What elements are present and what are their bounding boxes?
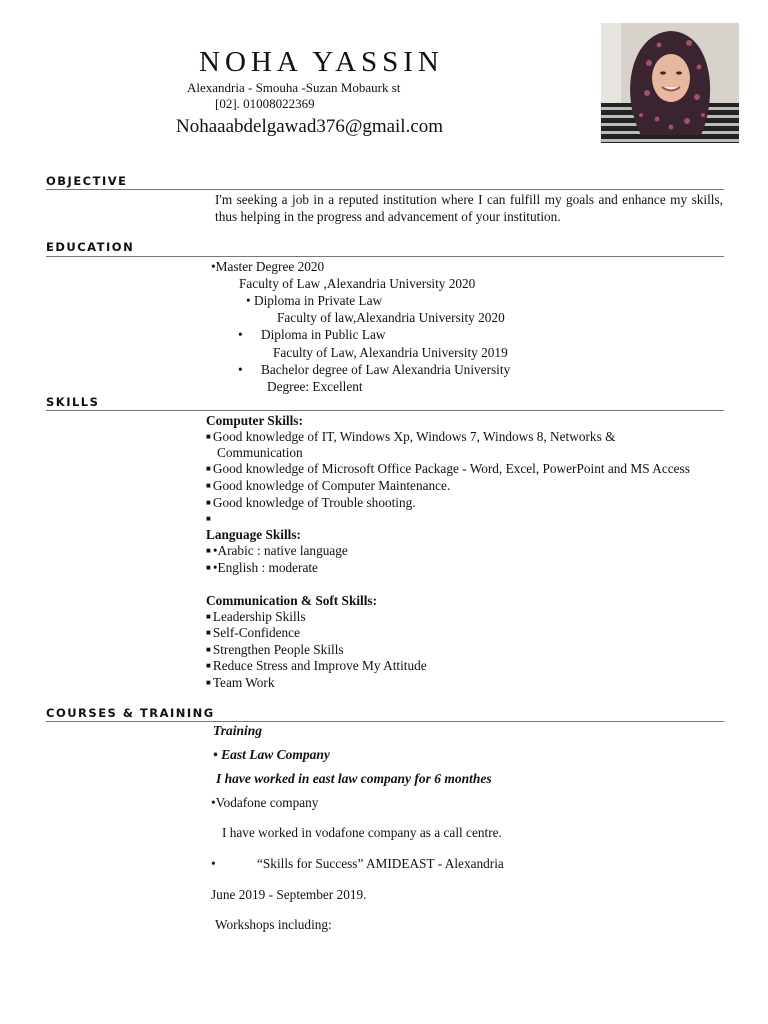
skills-for-success-course: “Skills for Success” AMIDEAST - Alexandria — [257, 856, 504, 871]
courses-heading: COURSES & TRAINING — [46, 706, 215, 720]
education-heading: EDUCATION — [46, 240, 135, 254]
list-item: ■ Reduce Stress and Improve My Attitude — [206, 658, 427, 673]
profile-photo — [601, 23, 739, 143]
education-line: Faculty of Law ,Alexandria University 2020 — [239, 276, 476, 291]
list-item: ■ Strengthen People Skills — [206, 642, 344, 657]
objective-heading: OBJECTIVE — [46, 174, 128, 188]
east-law-company: • East Law Company — [213, 747, 330, 762]
education-line: Faculty of Law, Alexandria University 2019 — [273, 345, 508, 360]
education-line: • Diploma in Private Law — [246, 293, 383, 308]
courses-divider — [46, 721, 724, 722]
course-dates: June 2019 - September 2019. — [211, 887, 367, 902]
education-divider — [46, 256, 724, 257]
education-line: Degree: Excellent — [267, 379, 363, 394]
list-item: ■ Good knowledge of Trouble shooting. — [206, 495, 416, 510]
list-item: ■ Good knowledge of Computer Maintenance. — [206, 478, 451, 493]
skills-heading: SKILLS — [46, 395, 100, 409]
education-line: •Master Degree 2020 — [211, 259, 325, 274]
list-item: ■ •Arabic : native language — [206, 543, 348, 558]
candidate-name: NOHA YASSIN — [199, 46, 444, 78]
square-bullet-icon: ■ — [206, 612, 211, 621]
language-skills-heading: Language Skills: — [206, 527, 301, 542]
education-bullet: • — [238, 327, 243, 342]
course-bullet: • — [211, 856, 216, 871]
objective-divider — [46, 189, 724, 190]
list-item: ■ Team Work — [206, 675, 275, 690]
square-bullet-icon: ■ — [206, 563, 211, 572]
education-line: Diploma in Public Law — [261, 327, 386, 342]
workshops-label: Workshops including: — [215, 917, 332, 932]
education-line: Faculty of law,Alexandria University 2020 — [277, 310, 505, 325]
computer-skills-heading: Computer Skills: — [206, 413, 303, 428]
list-item: ■ Leadership Skills — [206, 609, 306, 624]
phone-number: [02]. 01008022369 — [215, 96, 315, 111]
list-item: ■ Good knowledge of IT, Windows Xp, Windows 7, Windows 8, Networks & — [206, 429, 616, 444]
email-address[interactable]: Nohaaabdelgawad376@gmail.com — [176, 116, 444, 137]
square-bullet-icon: ■ — [206, 464, 211, 473]
education-bullet: • — [238, 362, 243, 377]
square-bullet-icon: ■ — [206, 432, 211, 441]
list-item: ■ Self-Confidence — [206, 625, 300, 640]
vodafone-description: I have worked in vodafone company as a call centre. — [222, 825, 502, 840]
square-bullet-icon: ■ — [206, 546, 211, 555]
skills-divider — [46, 410, 724, 411]
list-item: ■ Good knowledge of Microsoft Office Package - Word, Excel, PowerPoint and MS Access — [206, 461, 690, 476]
list-item — [206, 510, 213, 527]
square-bullet-icon: ■ — [206, 481, 211, 490]
education-line: Bachelor degree of Law Alexandria University — [261, 362, 511, 377]
square-bullet-icon: ■ — [206, 514, 211, 523]
east-law-description: I have worked in east law company for 6 monthes — [216, 771, 492, 786]
square-bullet-icon: ■ — [206, 678, 211, 687]
soft-skills-heading: Communication & Soft Skills: — [206, 593, 378, 608]
square-bullet-icon: ■ — [206, 498, 211, 507]
square-bullet-icon: ■ — [206, 661, 211, 670]
list-item: ■ •English : moderate — [206, 560, 318, 575]
list-item: Communication — [217, 445, 303, 460]
square-bullet-icon: ■ — [206, 645, 211, 654]
objective-text: I'm seeking a job in a reputed institution where I can fulfill my goals and enhance my skills, thus helping in the progress and advancement of your institution. — [215, 192, 723, 224]
training-heading: Training — [213, 723, 263, 738]
address: Alexandria - Smouha -Suzan Mobaurk st — [187, 80, 401, 95]
square-bullet-icon: ■ — [206, 628, 211, 637]
vodafone-company: •Vodafone company — [211, 795, 319, 810]
